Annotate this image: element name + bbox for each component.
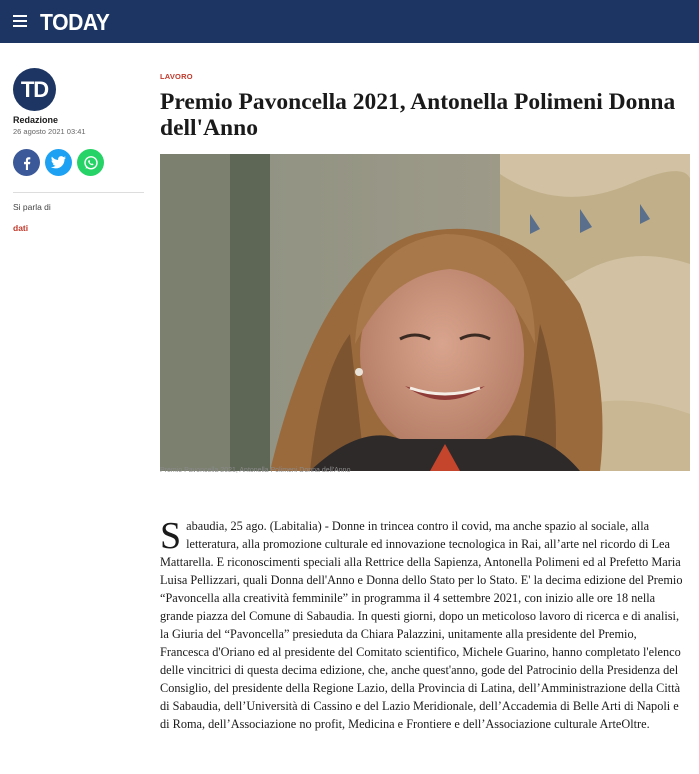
- article-photo: [160, 154, 690, 471]
- photo-caption: Premio Pavoncella 2021, Antonella Polimeni Donna dell'Anno: [160, 467, 351, 474]
- facebook-share-button[interactable]: [13, 149, 40, 176]
- hamburger-icon[interactable]: [13, 15, 27, 27]
- twitter-icon: [51, 156, 66, 169]
- twitter-share-button[interactable]: [45, 149, 72, 176]
- author-avatar[interactable]: TD: [13, 68, 56, 111]
- publish-date: 26 agosto 2021 03:41: [13, 127, 86, 136]
- facebook-icon: [20, 156, 34, 170]
- category-label[interactable]: LAVORO: [160, 72, 193, 81]
- article-body: [160, 517, 687, 733]
- whatsapp-share-button[interactable]: [77, 149, 104, 176]
- share-buttons: [13, 149, 144, 176]
- tags-heading: Si parla di: [13, 202, 51, 212]
- sidebar-divider: [13, 192, 144, 193]
- article-text: abaudia, 25 ago. (Labitalia) - Donne in trincea contro il covid, ma anche spazio al sociale, alla letteratura, alla promozione culturale ed innovazione tecnologica in Rai, all’arte nel ricordo di Lea Mattarella. E riconoscimenti speciali alla Rettrice della Sapienza, Antonella Polimeni ed al Prefetto Maria Luisa Pellizzari, quali Donna dell'Anno e Donna dello Stato per lo Stato. E' la decima edizione del Premio “Pavoncella alla creatività femminile” in programma il 4 settembre 2021, con inizio alle ore 18 nella grande piazza del Comune di Sabaudia. In questi giorni, dopo un meticoloso lavoro di ricerca e di analisi, la Giuria del “Pavoncella” presieduta da Chiara Palazzini, unitamente alla presidente del Premio, Francesca d'Oriano ed al presidente del Comitato scientifico, Michele Guarino, hanno completato l'elenco delle vincitrici di questa decima edizione, che, anche quest'anno, gode del Patrocinio della Presidenza del Consiglio, del presidente della Regione Lazio, della Provincia di Latina, dell’Amministrazione della Città di Sabaudia, dell’Università di Cassino e del Lazio Meridionale, dell’Accademia di Belle Arti di Napoli e di Roma, dell’Associazione no profit, Medicina e Frontiere e dell’Associazione culturale ArteOltre.: [160, 519, 683, 731]
- article-title: Premio Pavoncella 2021, Antonella Polimeni Donna dell'Anno: [160, 89, 676, 141]
- drop-cap: S: [160, 515, 182, 557]
- tag-link-dati[interactable]: dati: [13, 223, 29, 233]
- author-name[interactable]: Redazione: [13, 115, 59, 125]
- author-sidebar: [13, 68, 144, 236]
- whatsapp-icon: [83, 155, 99, 171]
- article-header: [160, 72, 690, 141]
- site-logo[interactable]: TODAY: [40, 9, 110, 35]
- top-navigation-bar: [0, 0, 699, 43]
